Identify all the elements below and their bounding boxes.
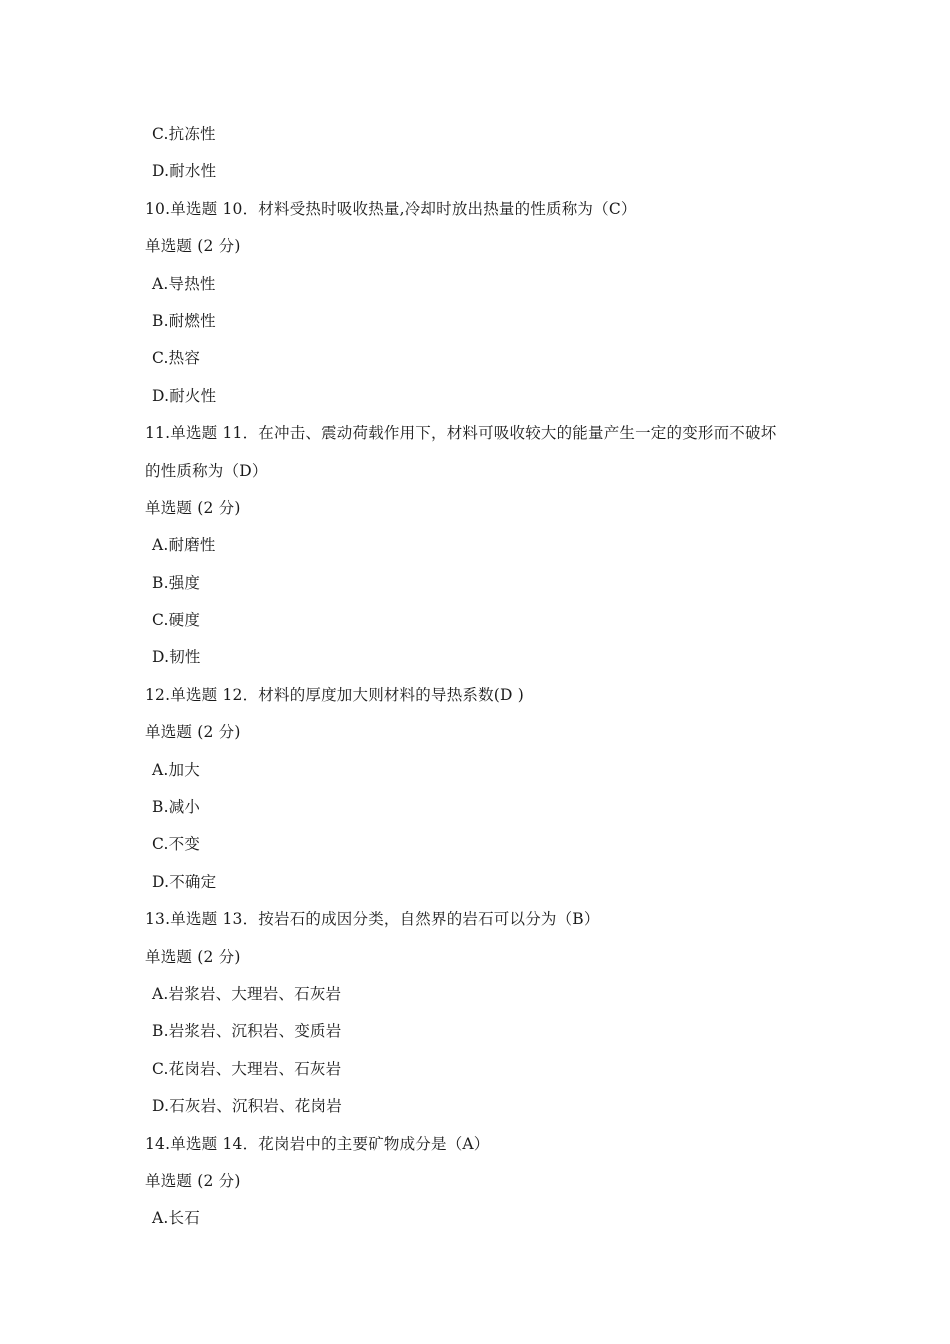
option-line: D.耐火性 xyxy=(152,386,217,405)
question-text: 10.单选题 10．材料受热时吸收热量,冷却时放出热量的性质称为（C） xyxy=(145,199,637,218)
question-meta: 单选题 (2 分) xyxy=(145,237,241,256)
question-text: 12.单选题 12．材料的厚度加大则材料的导热系数(D ) xyxy=(145,685,525,704)
option-line: B.强度 xyxy=(152,573,201,592)
option-line: C.硬度 xyxy=(152,611,201,630)
option-line: A.岩浆岩、大理岩、石灰岩 xyxy=(152,984,342,1003)
option-line: D.不确定 xyxy=(152,872,217,891)
option-line: D.石灰岩、沉积岩、花岗岩 xyxy=(152,1097,342,1116)
question-meta: 单选题 (2 分) xyxy=(145,1171,241,1190)
option-line: D.耐水性 xyxy=(152,162,217,181)
question-list xyxy=(145,116,825,1238)
option-line: A.耐磨性 xyxy=(152,536,216,555)
question-meta: 单选题 (2 分) xyxy=(145,723,241,742)
option-line: A.导热性 xyxy=(152,274,216,293)
option-line: B.耐燃性 xyxy=(152,311,216,330)
question-text: 14.单选题 14．花岗岩中的主要矿物成分是（A） xyxy=(145,1134,490,1153)
option-line: B.岩浆岩、沉积岩、变质岩 xyxy=(152,1022,342,1041)
option-line: C.花岗岩、大理岩、石灰岩 xyxy=(152,1059,342,1078)
option-line: A.加大 xyxy=(152,760,200,779)
question-text: 11.单选题 11．在冲击、震动荷载作用下，材料可吸收较大的能量产生一定的变形而不破坏 xyxy=(145,424,777,443)
option-line: A.长石 xyxy=(152,1209,200,1228)
option-line: C.不变 xyxy=(152,835,201,854)
question-text: 13.单选题 13．按岩石的成因分类，自然界的岩石可以分为（B） xyxy=(145,910,600,929)
option-line: C.热容 xyxy=(152,349,201,368)
question-meta: 单选题 (2 分) xyxy=(145,498,241,517)
option-line: B.减小 xyxy=(152,798,201,817)
option-line: C.抗冻性 xyxy=(152,125,216,143)
question-text-continued: 的性质称为（D） xyxy=(145,461,268,480)
question-meta: 单选题 (2 分) xyxy=(145,947,241,966)
option-line: D.韧性 xyxy=(152,648,201,667)
